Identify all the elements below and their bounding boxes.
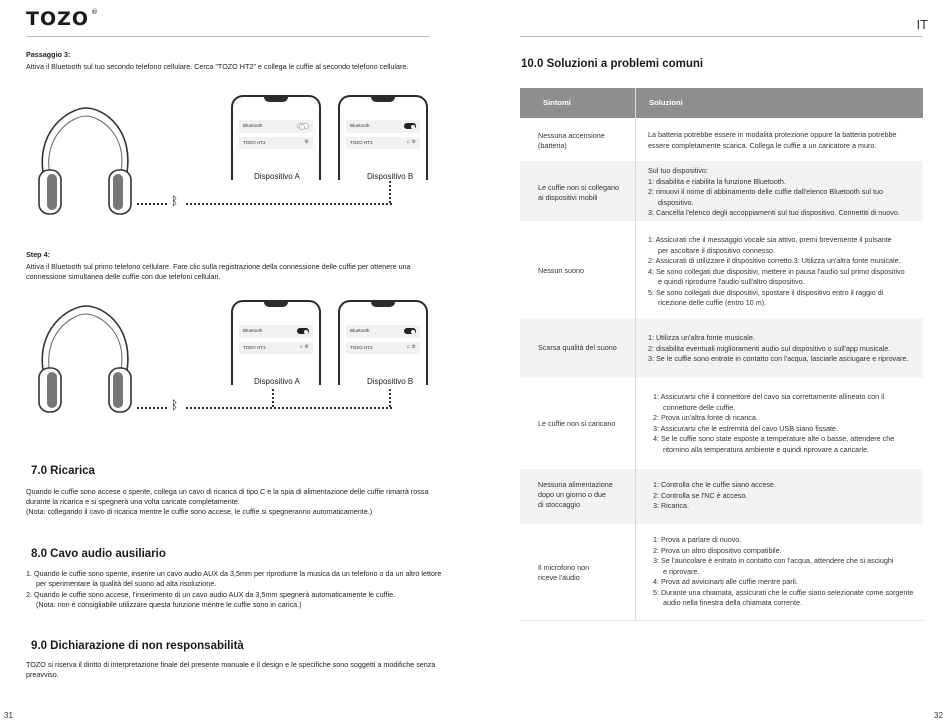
header-rule-right <box>520 36 923 37</box>
phone-a <box>231 95 321 180</box>
headset-icon: ♫ ⚙ <box>406 139 416 145</box>
bluetooth-row <box>239 325 313 338</box>
header-rule-left <box>26 36 430 37</box>
symptom-line: Il microfono non <box>538 563 590 572</box>
device-name: TOZO HT2 <box>350 345 373 350</box>
bluetooth-row <box>346 325 420 338</box>
device-row[interactable] <box>239 137 313 149</box>
solution-line: 1: Prova a parlare di nuovo. <box>653 535 742 544</box>
symptom-cell <box>538 563 589 583</box>
page-number-left: 31 <box>4 711 13 720</box>
solution-line: 2: disabilita eventuali miglioramenti audio sul dispositivo o sull'app musicale. <box>648 343 891 353</box>
table-header <box>520 88 923 118</box>
section-9-line1: TOZO si riserva il diritto di interpretazione finale del presente manuale e il design e le specifiche sono soggetti a modifiche senza <box>26 660 436 669</box>
symptom-line: Le cuffie non si collegano <box>538 183 619 192</box>
section-8-note: (Nota: non è consigliabile utilizzare questa funzione mentre le cuffie sono in carica.) <box>36 600 302 609</box>
solution-line: e quindi riprodurre l'audio sull'altro dispositivo. <box>658 277 805 286</box>
phone-b <box>338 95 428 180</box>
bluetooth-row <box>239 120 313 133</box>
device-a-label: Dispositivo A <box>254 377 300 386</box>
solution-line: 1: Assicurarsi che il connettore del cavo sia correttamente allineato con il <box>653 392 885 401</box>
connection-line-b <box>389 181 391 203</box>
solution-line: 3: Cancella l'elenco degli accoppiamenti sul tuo dispositivo. Connettiti di nuovo. <box>648 208 900 217</box>
device-row[interactable] <box>346 137 420 149</box>
solution-line: 1: Utilizza un'altra fonte musicale. <box>648 333 755 342</box>
solution-line: La batteria potrebbe essere in modalità protezione oppure la batteria potrebbe <box>648 130 897 139</box>
symptom-cell <box>538 266 584 276</box>
solution-cell <box>648 166 900 219</box>
device-name: TOZO HT2 <box>243 140 266 145</box>
device-name: TOZO HT2 <box>243 345 266 350</box>
solution-cell <box>648 333 909 365</box>
solution-line: 2: rimuovi il nome di abbinamento delle cuffie dall'elenco Bluetooth sul tuo <box>648 187 883 196</box>
connection-line-b2 <box>389 389 391 407</box>
solution-cell <box>653 480 776 512</box>
phone-b-connected <box>338 300 428 385</box>
solution-cell <box>648 130 897 151</box>
page-number-right: 32 <box>934 711 943 720</box>
headset-icon: ♫ ⚙ <box>299 344 309 350</box>
solution-line: 3: Ricarica. <box>653 501 689 510</box>
phone-notch <box>264 96 288 102</box>
table-bottom-rule <box>520 620 923 621</box>
solution-line: 2: Assicurati di utilizzare il dispositivo corretto.3: Utilizza un'altra fonte musicale. <box>648 256 901 265</box>
solution-line: connettore delle cuffie. <box>663 402 736 412</box>
section-7-line1: Quando le cuffie sono accese o spente, collega un cavo di ricarica di tipo C e la spia di alimentazione delle cuffie rimarrà rossa <box>26 487 429 496</box>
solution-line: 4: Se le cuffie sono state esposte a temperature alte o basse, attendere che <box>653 434 895 443</box>
connection-line-a <box>272 389 274 407</box>
gear-icon: ⚙ <box>304 139 309 145</box>
symptom-line: Nessuna accensione <box>538 131 605 140</box>
solution-cell <box>648 235 905 309</box>
table-header-solutions: Soluzioni <box>649 98 683 107</box>
bluetooth-label: Bluetooth <box>243 328 263 333</box>
symptom-cell <box>538 419 615 429</box>
table-header-symptoms: Sintomi <box>543 98 571 107</box>
headphones-illustration-1 <box>30 100 140 220</box>
step4-text-line2: connessione simultanea delle cuffie con due telefoni cellulari. <box>26 272 221 281</box>
bluetooth-toggle[interactable] <box>404 328 416 334</box>
section-7-note: (Nota: collegando il cavo di ricarica mentre le cuffie sono accese, le cuffie si spegneranno automaticamente.) <box>26 507 373 516</box>
bluetooth-label: Bluetooth <box>350 123 370 128</box>
bluetooth-icon: ᛒ <box>171 194 179 208</box>
bluetooth-label: Bluetooth <box>243 123 263 128</box>
step3-title: Passaggio 3: <box>26 50 71 59</box>
language-label: IT <box>916 17 928 32</box>
symptom-line: Nessun suono <box>538 266 584 275</box>
bluetooth-row <box>346 120 420 133</box>
solution-line: 1: Controlla che le cuffie siano accese. <box>653 480 776 489</box>
device-name: TOZO HT2 <box>350 140 373 145</box>
symptom-line: ai dispositivi mobili <box>538 193 598 202</box>
solution-line: Sul tuo dispositivo: <box>648 166 708 175</box>
device-b-label: Dispositivo B <box>367 377 414 386</box>
solution-line: 5: Se sono collegati due dispositivi, spostare il dispositivo entro il raggio di <box>648 287 884 297</box>
connection-line-3 <box>137 407 167 409</box>
device-row[interactable] <box>239 342 313 354</box>
device-a-label: Dispositivo A <box>254 172 300 181</box>
step3-text: Attiva il Bluetooth sul tuo secondo telefono cellulare. Cerca "TOZO HT2" e collega le cuffie al secondo telefono cellulare. <box>26 62 409 71</box>
solution-line: 4: Prova ad avvicinarti alle cuffie mentre parli. <box>653 577 798 586</box>
solution-line: audio nella finestra della chiamata corrente. <box>663 598 803 607</box>
solution-line: 2: Controlla se l'NC è acceso. <box>653 490 748 500</box>
headset-icon: ♫ ⚙ <box>406 344 416 350</box>
section-9-title: 9.0 Dichiarazione di non responsabilità <box>31 640 244 652</box>
solution-line: 1: disabilita e riabilita la funzione Bluetooth. <box>648 176 786 186</box>
symptom-line: dopo un giorno o due <box>538 490 606 499</box>
bluetooth-toggle[interactable] <box>404 123 416 129</box>
step4-title: Step 4: <box>26 250 50 259</box>
solution-cell <box>653 535 913 609</box>
solution-line: e riprovare. <box>663 566 700 576</box>
solution-line: ricezione delle cuffie (entro 10 m). <box>658 298 767 307</box>
section-8-line3: 2. Quando le cuffie sono accese, l'inserimento di un cavo audio AUX da 3,5mm spegnerà automaticamente le cuffie. <box>26 590 396 599</box>
solution-line: 1: Assicurati che il messaggio vocale sia attivo, premi brevemente il pulsante <box>648 235 892 244</box>
solution-line: 3: Se l'auricolare è entrato in contatto con l'acqua, attendere che si asciughi <box>653 556 894 565</box>
symptom-cell <box>538 131 605 151</box>
brand-logo: TOZO ® <box>26 8 100 30</box>
symptom-line: Nessuna alimentazione <box>538 480 613 489</box>
section-7-line2: durante la ricarica e si spegnerà una volta caricate completamente. <box>26 497 240 506</box>
section-8-line2: per sperimentare la qualità del suono ad alta risoluzione. <box>36 579 217 588</box>
phone-notch <box>264 301 288 307</box>
phone-notch <box>371 301 395 307</box>
solution-line: 2: Prova un'altra fonte di ricarica. <box>653 413 758 422</box>
symptom-line: riceve l'audio <box>538 573 580 582</box>
headphones-illustration-2 <box>30 298 140 420</box>
solution-line: essere completamente scarica. Collega le cuffie a un caricatore a muro. <box>648 140 877 150</box>
phone-a-connected <box>231 300 321 385</box>
solution-line: per ascoltare il dispositivo connesso. <box>658 245 776 255</box>
solution-line: 3: Assicurarsi che le estremità del cavo USB siano fissate. <box>653 423 838 433</box>
solution-line: 4: Se sono collegati due dispositivi, mettere in pausa l'audio sul primo dispositivo <box>648 266 905 276</box>
phone-notch <box>371 96 395 102</box>
solution-line: 3: Se le cuffie sono entrate in contatto con l'acqua, lasciarle asciugare e riprovare. <box>648 354 909 363</box>
symptom-line: di stoccaggio <box>538 500 580 509</box>
section-10-title: 10.0 Soluzioni a problemi comuni <box>521 58 704 70</box>
section-8-line1: 1. Quando le cuffie sono spente, inserire un cavo audio AUX da 3,5mm per riprodurre la musica da un telefono o da un altro lettore <box>26 569 442 578</box>
brand-logo-text: TOZO <box>26 8 90 30</box>
connection-line-1 <box>137 203 167 205</box>
symptom-cell <box>538 183 619 203</box>
device-row[interactable] <box>346 342 420 354</box>
solution-line: 5: Durante una chiamata, assicurati che le cuffie siano selezionate come sorgente <box>653 587 914 597</box>
symptom-line: (batteria) <box>538 141 567 150</box>
connection-line-4 <box>186 407 392 409</box>
bluetooth-icon: ᛒ <box>171 398 179 412</box>
symptom-cell <box>538 343 617 353</box>
bluetooth-label: Bluetooth <box>350 328 370 333</box>
connection-line-2 <box>186 203 392 205</box>
device-b-label: Dispositivo B <box>367 172 414 181</box>
bluetooth-toggle[interactable] <box>297 123 309 129</box>
solution-cell <box>653 392 894 455</box>
symptom-line: Scarsa qualità del suono <box>538 343 617 352</box>
symptom-line: Le cuffie non si caricano <box>538 419 616 428</box>
table-column-divider <box>635 88 636 620</box>
solution-line: 2: Prova un altro dispositivo compatibile. <box>653 545 782 555</box>
solution-line: dispositivo. <box>658 197 694 207</box>
solution-line: ritornino alla temperatura ambiente e quindi riprovare a caricarle. <box>663 444 870 454</box>
section-9-line2: preavviso. <box>26 670 59 679</box>
bluetooth-toggle[interactable] <box>297 328 309 334</box>
section-7-title: 7.0 Ricarica <box>31 465 95 477</box>
symptom-cell <box>538 480 613 510</box>
step4-text-line1: Attiva il Bluetooth sul primo telefono cellulare. Fare clic sulla registrazione della connessione delle cuffie per ottenere una <box>26 262 411 271</box>
section-8-title: 8.0 Cavo audio ausiliario <box>31 548 166 560</box>
